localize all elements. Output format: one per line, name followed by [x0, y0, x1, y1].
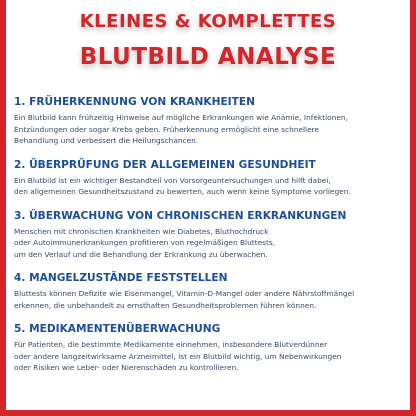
section-deficiencies [14, 271, 404, 311]
section-heading: 3. ÜBERWACHUNG VON CHRONISCHEN ERKRANKUNGEN [14, 209, 347, 222]
section-body [14, 288, 404, 311]
section-heading: 1. FRÜHERKENNUNG VON KRANKHEITEN [14, 96, 255, 108]
body-line: oder Risiken wie Leber- oder Nierenschäden zu kontrollieren. [14, 363, 239, 372]
body-line: um den Verlauf und die Behandlung der Erkrankung zu überwachen. [14, 249, 268, 259]
section-body [14, 175, 404, 198]
body-line: Ein Blutbild ist ein wichtiger Bestandteil von Vorsorgeuntersuchungen und hilft dabei, [14, 175, 331, 185]
section-heading: 2. ÜBERPRÜFUNG DER ALLGEMEINEN GESUNDHEIT [14, 158, 316, 171]
body-line: Für Patienten, die bestimmte Medikamente einnehmen, insbesondere Blutverdünner [14, 340, 328, 349]
body-line: oder Autoimmunerkrankungen profitieren von regelmäßigen Bluttests, [14, 238, 276, 247]
body-line: Ein Blutbild kann frühzeitig Hinweise auf mögliche Erkrankungen wie Anämie, Infektionen, [14, 113, 348, 122]
section-medication-monitoring [14, 322, 404, 374]
body-line: den allgemeinen Gesundheitszustand zu bewerten, auch wenn keine Symptome vorliegen. [14, 187, 351, 196]
body-line: oder andere langzeitwirksame Arzneimittel, ist ein Blutbild wichtig, um Nebenwirkungen [14, 351, 342, 361]
section-heading: 5. MEDIKAMENTENÜBERWACHUNG [14, 323, 221, 335]
body-line: Menschen mit chronischen Krankheiten wie Diabetes, Bluthochdruck [14, 226, 269, 236]
sections-list [14, 95, 404, 385]
section-body [14, 112, 404, 147]
body-line: erkennen, die unbehandelt zu ernsthaften Gesundheitsproblemen führen können. [14, 300, 317, 310]
section-body [14, 339, 404, 374]
section-early-detection [14, 95, 404, 147]
section-chronic-monitoring [14, 209, 404, 261]
title-line-1: KLEINES & KOMPLETTES [79, 11, 337, 32]
body-line: Behandlung und verbessert die Heilungschancen. [14, 136, 199, 145]
section-body [14, 226, 404, 261]
title-line-2: BLUTBILD ANALYSE [79, 44, 337, 70]
section-general-health [14, 158, 404, 198]
body-line: Entzündungen oder sogar Krebs geben. Früherkennung ermöglicht eine schnellere [14, 124, 320, 134]
body-line: Bluttests können Defizite wie Eisenmangel, Vitamin-D-Mangel oder andere Nährstoffmängel [14, 289, 355, 298]
section-heading: 4. MANGELZUSTÄNDE FESTSTELLEN [14, 272, 228, 284]
